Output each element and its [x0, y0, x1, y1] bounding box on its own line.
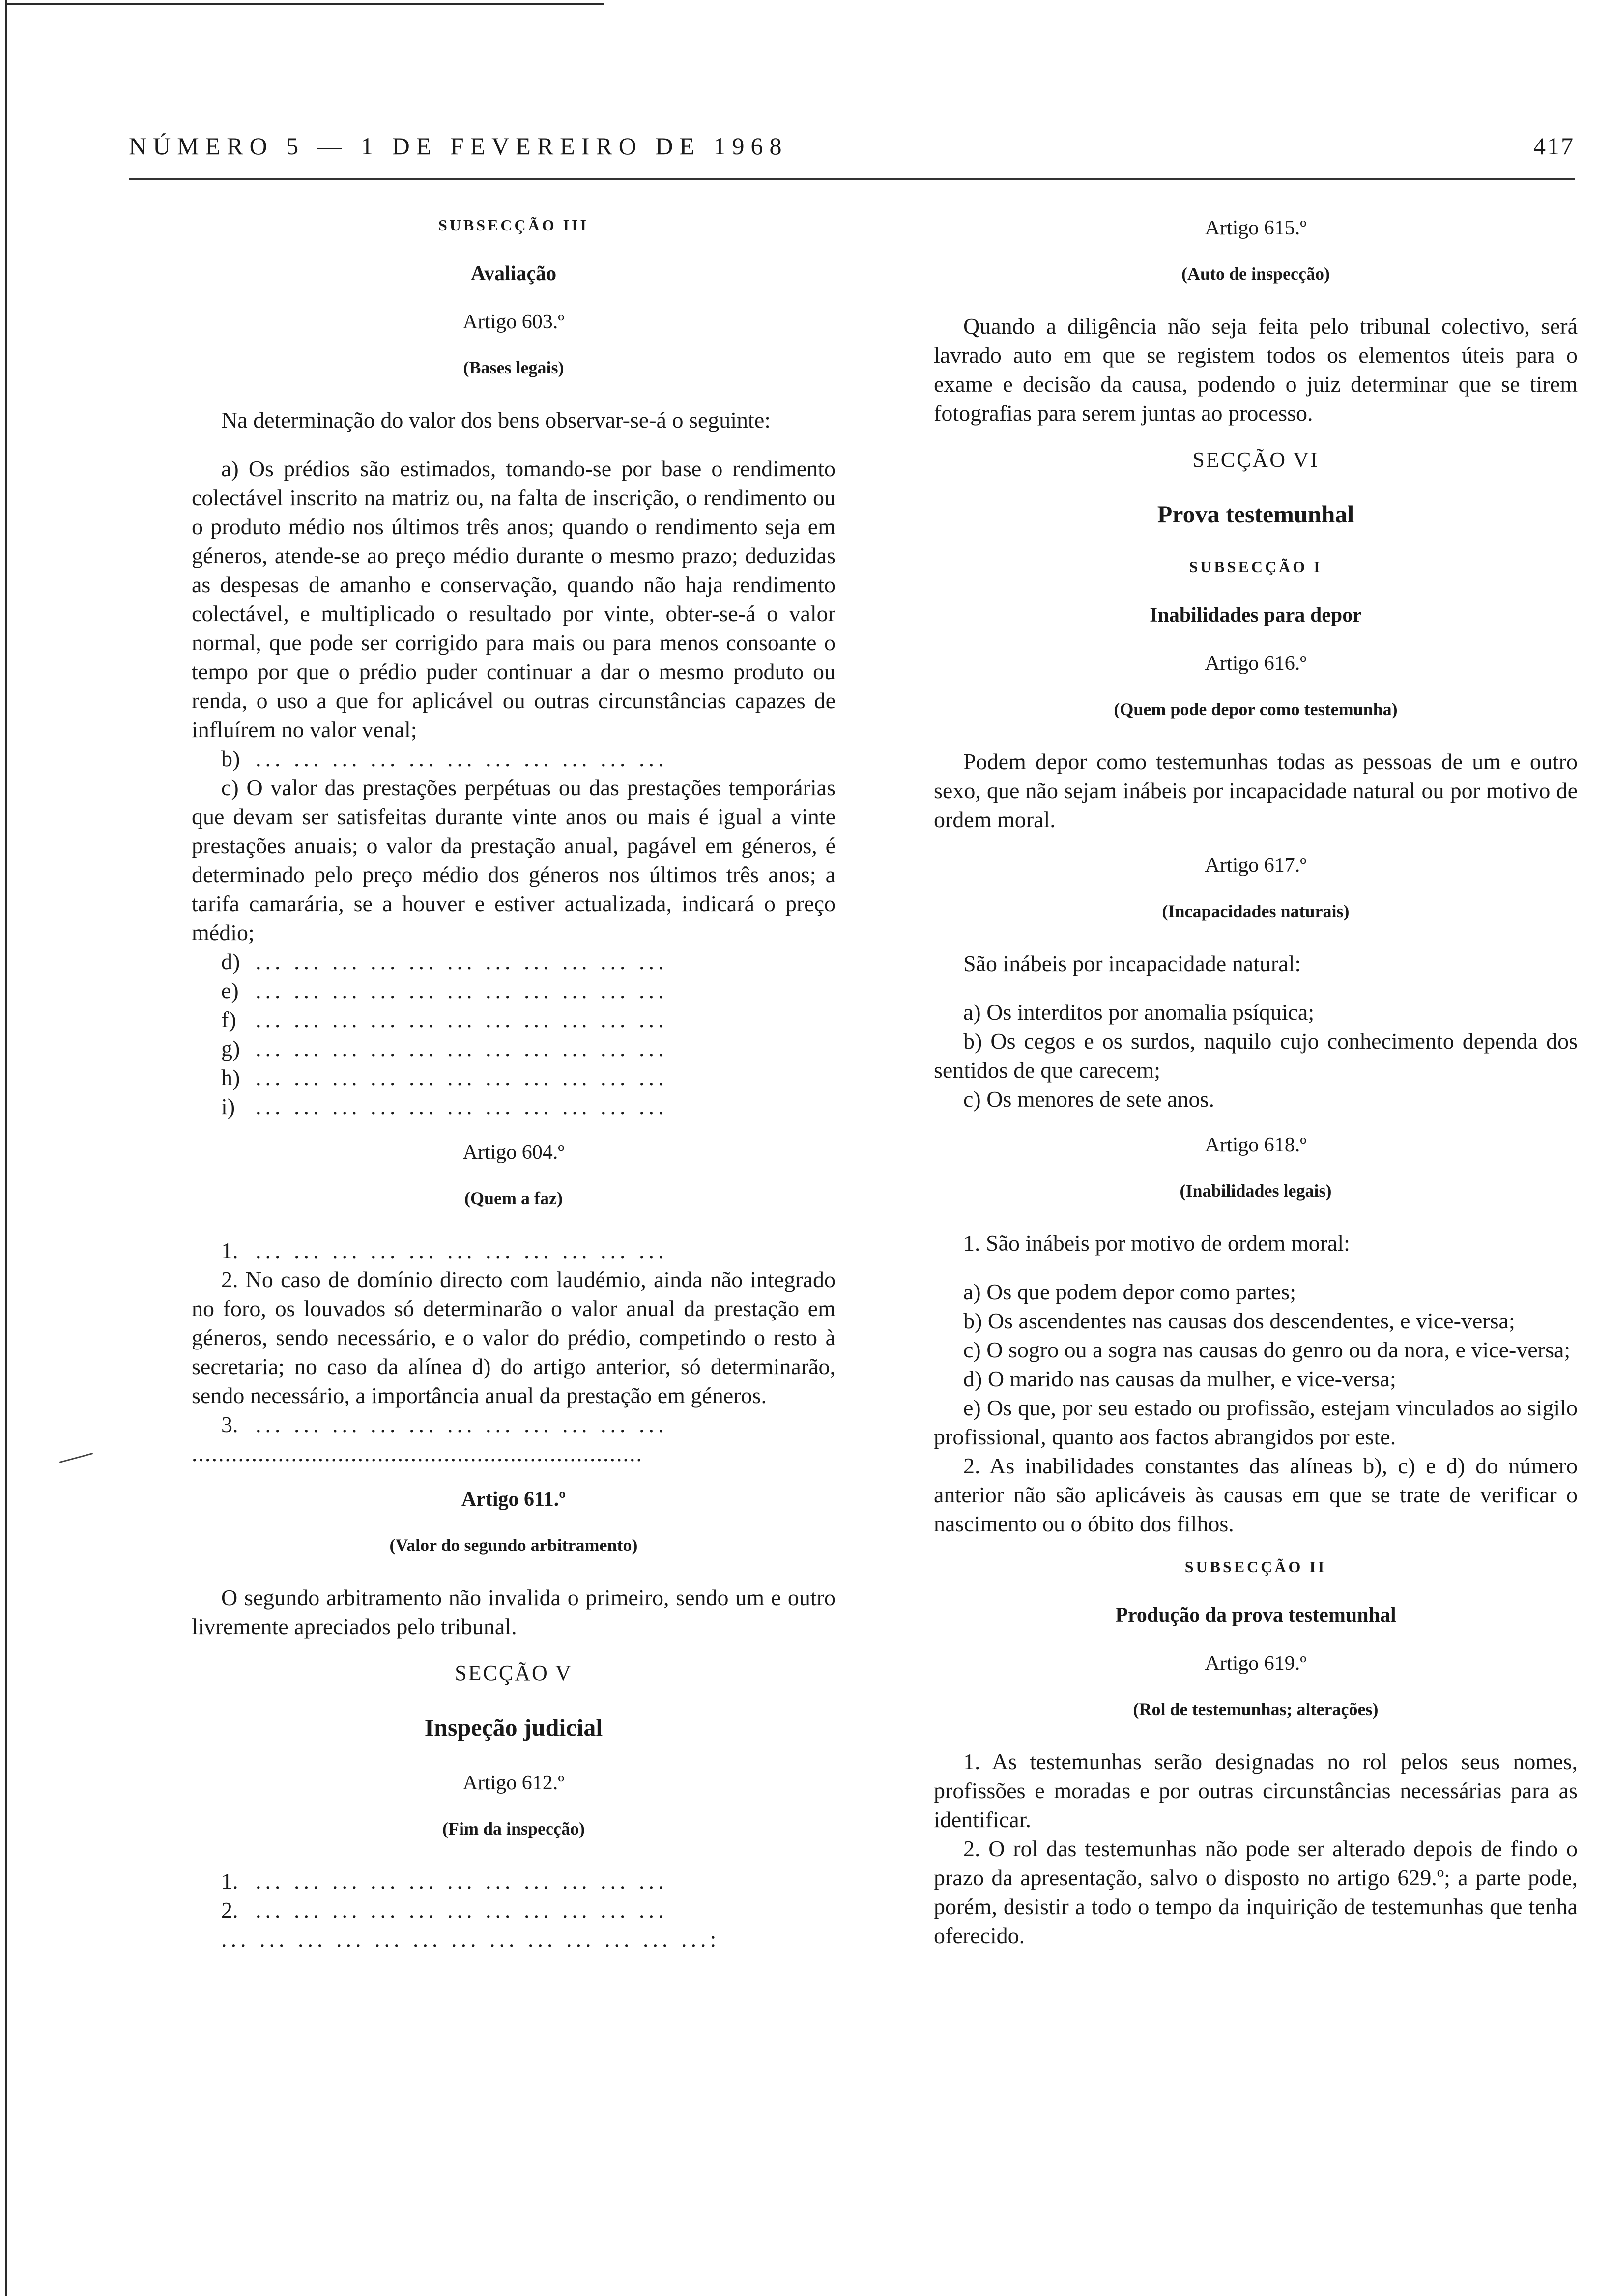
elided-line: 2. ... ... ... ... ... ... ... ... ... ... ...: [221, 1897, 668, 1923]
article-item: b) Os cegos e os surdos, naquilo cujo conhecimento dependa dos sentidos de que carecem;: [934, 1029, 1578, 1083]
article-number: Artigo 612.º: [462, 1772, 565, 1794]
subsection-title: Produção da prova testemunhal: [1115, 1604, 1396, 1627]
article-rubric: (Valor do segundo arbitramento): [389, 1535, 638, 1555]
subsection-heading: SUBSECÇÃO I: [1189, 558, 1323, 575]
article-number: Artigo 619.º: [1205, 1652, 1307, 1675]
article-rubric: (Inabilidades legais): [1180, 1181, 1332, 1201]
article-paragraph: 2. O rol das testemunhas não pode ser alterado depois de findo o prazo da apresentação, salvo o disposto no artigo 629.º; a parte pode, porém, desistir a todo o tempo da inquirição de testemunhas que tenha oferecido.: [934, 1836, 1578, 1948]
omission-line: ... ... ... ... ... ... ... ... ... ... ... ... ...:: [221, 1926, 720, 1952]
article-paragraph: Na determinação do valor dos bens observar-se-á o seguinte:: [221, 407, 771, 432]
article-item: c) O sogro ou a sogra nas causas do genro ou da nora, e vice-versa;: [963, 1337, 1571, 1362]
article-rubric: (Auto de inspecção): [1181, 264, 1330, 284]
right-column: [934, 216, 1578, 1950]
article-number: Artigo 603.º: [462, 311, 565, 333]
section-title: Prova testemunhal: [1157, 500, 1354, 528]
elided-line: g) ... ... ... ... ... ... ... ... ... ... ...: [221, 1036, 668, 1061]
article-paragraph: São inábeis por incapacidade natural:: [963, 951, 1301, 976]
article-rubric: (Fim da inspecção): [442, 1819, 585, 1838]
article-paragraph: 1. São inábeis por motivo de ordem moral:: [963, 1231, 1350, 1256]
section-title: Inspeção judicial: [424, 1714, 603, 1741]
article-paragraph: a) Os prédios são estimados, tomando-se por base o rendimento colectável inscrito na matriz ou, na falta de inscrição, o rendimento ou o produto médio nos últimos três anos; quando o rendimento seja em géneros, atende-se ao preço médio durante o mesmo prazo; deduzidas as despesas de amanho e conservação, quando não haja rendimento colectável, e multiplicado o resultado por vinte, obter-se-á o valor normal, que pode ser corrigido para mais ou para menos consoante o tempo por que o prédio puder continuar a dar o mesmo produto ou renda, o uso a que for aplicável ou outras circunstâncias capazes de influírem no valor venal;: [192, 456, 835, 742]
margin-mark: [59, 1453, 93, 1463]
article-number: Artigo 615.º: [1205, 217, 1307, 239]
header-title: NÚMERO 5 — 1 DE FEVEREIRO DE 1968: [129, 132, 788, 160]
subsection-heading: SUBSECÇÃO II: [1184, 1558, 1327, 1576]
article-item: a) Os interditos por anomalia psíquica;: [963, 1000, 1315, 1025]
subsection-heading: SUBSECÇÃO III: [438, 216, 589, 234]
article-number: Artigo 611.º: [461, 1488, 566, 1511]
elided-line: i) ... ... ... ... ... ... ... ... ... ... ...: [221, 1094, 668, 1119]
article-item: d) O marido nas causas da mulher, e vice-versa;: [963, 1366, 1396, 1391]
article-rubric: (Rol de testemunhas; alterações): [1133, 1699, 1379, 1719]
article-rubric: (Quem a faz): [464, 1188, 563, 1208]
section-heading: SECÇÃO V: [455, 1661, 573, 1685]
article-number: Artigo 604.º: [462, 1141, 565, 1164]
left-column: [192, 216, 835, 1953]
elided-line: d) ... ... ... ... ... ... ... ... ... ... ...: [221, 949, 668, 974]
page-number: 417: [1533, 132, 1575, 160]
article-rubric: (Quem pode depor como testemunha): [1114, 699, 1398, 719]
page-edge-left: [5, 0, 7, 2296]
article-paragraph: 2. No caso de domínio directo com laudémio, ainda não integrado no foro, os louvados só determinarão o valor anual da prestação em géneros, sendo necessário, e o valor do prédio, competindo o resto à secretaria; no caso da alínea d) do artigo anterior, só determinarão, sendo necessário, a importância anual da prestação em géneros.: [192, 1267, 835, 1408]
article-item: e) Os que, por seu estado ou profissão, estejam vinculados ao sigilo profissional, quanto aos factos abrangidos por este.: [934, 1395, 1578, 1449]
header-rule: [129, 178, 1575, 180]
elided-line: h) ... ... ... ... ... ... ... ... ... ... ...: [221, 1065, 668, 1090]
elided-line: 1. ... ... ... ... ... ... ... ... ... ... ...: [221, 1238, 668, 1263]
article-item: a) Os que podem depor como partes;: [963, 1279, 1296, 1304]
subsection-title: Inabilidades para depor: [1150, 604, 1362, 627]
article-rubric: (Bases legais): [463, 358, 564, 377]
omission-line: ....................................................................: [192, 1441, 643, 1466]
page-header: [129, 132, 1575, 171]
elided-line: 3. ... ... ... ... ... ... ... ... ... ... ...: [221, 1412, 668, 1437]
article-number: Artigo 616.º: [1205, 652, 1307, 675]
article-rubric: (Incapacidades naturais): [1162, 901, 1350, 921]
article-paragraph: 2. As inabilidades constantes das alíneas b), c) e d) do número anterior não são aplicáveis às causas em que se trate de verificar o nascimento ou o óbito dos filhos.: [934, 1453, 1578, 1536]
elided-line: f) ... ... ... ... ... ... ... ... ... ... ...: [221, 1007, 668, 1032]
article-paragraph: Podem depor como testemunhas todas as pessoas de um e outro sexo, que não sejam inábeis por incapacidade natural ou por motivo de ordem moral.: [934, 749, 1578, 832]
elided-line: e) ... ... ... ... ... ... ... ... ... ... ...: [221, 978, 668, 1003]
article-paragraph: 1. As testemunhas serão designadas no rol pelos seus nomes, profissões e moradas e por outras circunstâncias necessárias para as identificar.: [934, 1749, 1578, 1832]
article-paragraph: Quando a diligência não seja feita pelo tribunal colectivo, será lavrado auto em que se registem todos os elementos úteis para o exame e decisão da causa, podendo o juiz determinar que se tirem fotografias para serem juntas ao processo.: [934, 314, 1578, 426]
page-edge-top: [5, 3, 604, 5]
article-paragraph: O segundo arbitramento não invalida o primeiro, sendo um e outro livremente apreciados pelo tribunal.: [192, 1585, 835, 1639]
article-item: b) Os ascendentes nas causas dos descendentes, e vice-versa;: [963, 1308, 1515, 1333]
article-number: Artigo 618.º: [1205, 1134, 1307, 1156]
article-item: c) Os menores de sete anos.: [963, 1087, 1214, 1112]
elided-line: b) ... ... ... ... ... ... ... ... ... ... ...: [221, 746, 668, 771]
section-heading: SECÇÃO VI: [1192, 448, 1319, 472]
article-paragraph: c) O valor das prestações perpétuas ou das prestações temporárias que devam ser satisfeitas durante vinte anos ou mais é igual a vinte prestações anuais; o valor da prestação anual, pagável em géneros, é determinado pelo preço médio dos géneros nos últimos três anos; a tarifa camarária, se a houver e estiver actualizada, indicará o preço médio;: [192, 775, 835, 945]
elided-line: 1. ... ... ... ... ... ... ... ... ... ... ...: [221, 1868, 668, 1894]
article-number: Artigo 617.º: [1205, 854, 1307, 877]
subsection-title: Avaliação: [470, 262, 557, 285]
